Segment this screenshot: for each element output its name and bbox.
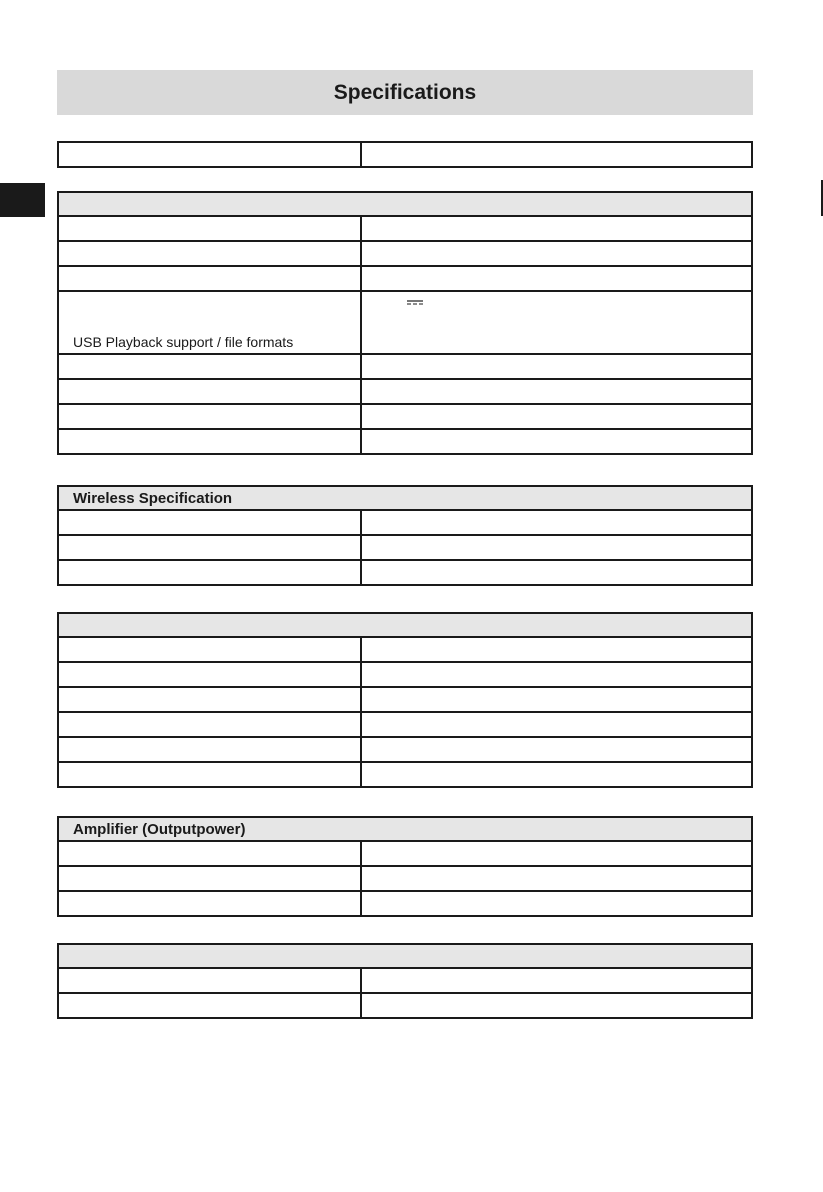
table-row xyxy=(59,430,751,453)
spec-value xyxy=(362,242,751,265)
spec-value xyxy=(362,430,751,453)
spec-label xyxy=(59,713,362,736)
spec-label xyxy=(59,267,362,290)
table-row xyxy=(59,292,751,355)
spec-value xyxy=(362,380,751,403)
spec-label xyxy=(59,511,362,534)
spec-value xyxy=(362,842,751,865)
table-row xyxy=(59,561,751,584)
spec-table-device xyxy=(57,191,753,455)
spec-label xyxy=(59,638,362,661)
spec-label xyxy=(59,738,362,761)
spec-label xyxy=(59,763,362,786)
spec-table-audio xyxy=(57,612,753,788)
section-header xyxy=(59,614,751,638)
spec-value xyxy=(362,143,751,166)
spec-value xyxy=(362,892,751,915)
spec-value xyxy=(362,688,751,711)
spec-value xyxy=(362,405,751,428)
spec-label xyxy=(59,536,362,559)
table-row xyxy=(59,355,751,380)
table-row xyxy=(59,405,751,430)
table-row xyxy=(59,713,751,738)
table-row xyxy=(59,688,751,713)
spec-value xyxy=(362,217,751,240)
spec-value xyxy=(362,536,751,559)
section-header xyxy=(59,193,751,217)
spec-table-dimensions xyxy=(57,943,753,1019)
spec-label xyxy=(59,405,362,428)
spec-label xyxy=(59,143,362,166)
spec-value xyxy=(362,355,751,378)
table-row xyxy=(59,638,751,663)
table-row xyxy=(59,892,751,915)
spec-label xyxy=(59,688,362,711)
spec-label xyxy=(59,842,362,865)
spec-label xyxy=(59,663,362,686)
spec-label xyxy=(59,994,362,1017)
table-row xyxy=(59,738,751,763)
spec-label: USB Playback support / file formats xyxy=(59,292,362,353)
spec-value xyxy=(362,867,751,890)
spec-value xyxy=(362,663,751,686)
table-row xyxy=(59,267,751,292)
spec-value xyxy=(362,292,751,353)
spec-value xyxy=(362,561,751,584)
table-row xyxy=(59,969,751,994)
spec-label xyxy=(59,892,362,915)
spec-label xyxy=(59,867,362,890)
table-row xyxy=(59,511,751,536)
page-title: Specifications xyxy=(57,70,753,115)
table-row xyxy=(59,763,751,786)
spec-label xyxy=(59,380,362,403)
language-tab-marker xyxy=(0,183,45,217)
spec-label xyxy=(59,242,362,265)
table-row xyxy=(59,842,751,867)
spec-table-amplifier xyxy=(57,816,753,917)
section-header: Amplifier (Outputpower) xyxy=(59,818,751,842)
spec-value xyxy=(362,511,751,534)
spec-value xyxy=(362,713,751,736)
section-header xyxy=(59,945,751,969)
table-row xyxy=(59,143,751,166)
spec-value xyxy=(362,638,751,661)
table-row xyxy=(59,380,751,405)
table-row xyxy=(59,867,751,892)
table-row xyxy=(59,663,751,688)
spec-label xyxy=(59,217,362,240)
table-row xyxy=(59,994,751,1017)
spec-label xyxy=(59,561,362,584)
section-header: Wireless Specification xyxy=(59,487,751,511)
spec-label xyxy=(59,355,362,378)
spec-label xyxy=(59,430,362,453)
spec-value xyxy=(362,267,751,290)
spec-value xyxy=(362,969,751,992)
spec-table-general xyxy=(57,141,753,168)
spec-table-wireless xyxy=(57,485,753,586)
spec-label xyxy=(59,969,362,992)
spec-value xyxy=(362,738,751,761)
spec-value xyxy=(362,994,751,1017)
spec-value xyxy=(362,763,751,786)
table-row xyxy=(59,536,751,561)
table-row xyxy=(59,242,751,267)
table-row xyxy=(59,217,751,242)
dc-symbol-icon xyxy=(407,300,423,305)
